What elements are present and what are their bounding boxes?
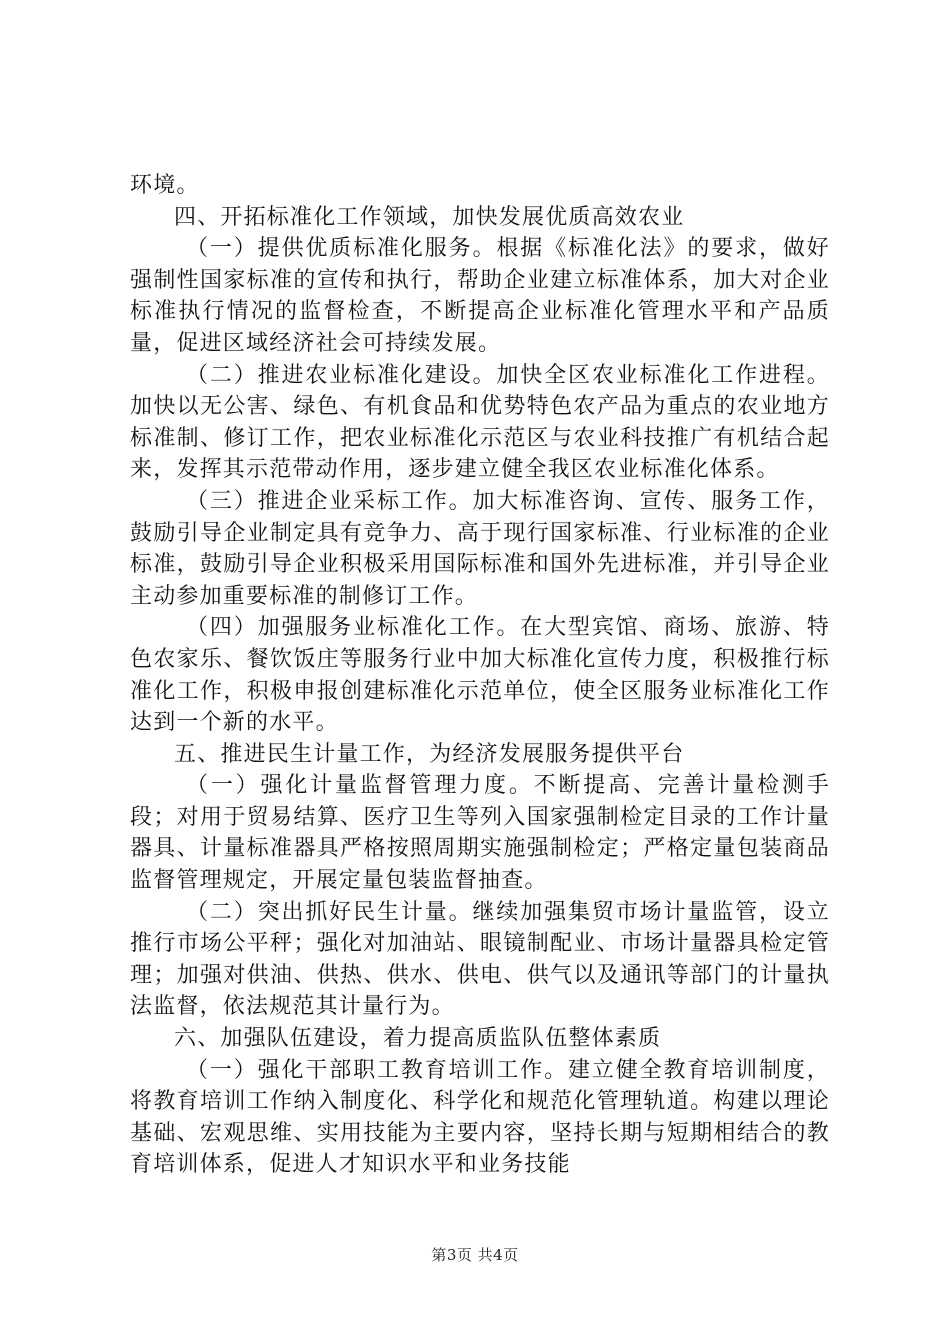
paragraph-continuation: 环境。 xyxy=(130,173,200,198)
section-heading-5: 五、推进民生计量工作，为经济发展服务提供平台 xyxy=(174,741,685,767)
paragraph-4-2: （二）推进农业标准化建设。加快全区农业标准化工作进程。加快以无公害、绿色、有机食品和优势特色农产品为重点的农业地方标准制、修订工作，把农业标准化示范区与农业科技推广有机结合起来，发挥其示范带动作用，逐步建立健全我区农业标准化体系。 xyxy=(130,362,830,483)
section-heading-4: 四、开拓标准化工作领域，加快发展优质高效农业 xyxy=(174,204,685,230)
paragraph-6-1: （一）强化干部职工教育培训工作。建立健全教育培训制度，将教育培训工作纳入制度化、科学化和规范化管理轨道。构建以理论基础、宏观思维、实用技能为主要内容，坚持长期与短期相结合的教育培训体系，促进人才知识水平和业务技能 xyxy=(130,1057,830,1178)
paragraph-5-2: （二）突出抓好民生计量。继续加强集贸市场计量监管，设立推行市场公平秤；强化对加油站、眼镜制配业、市场计量器具检定管理；加强对供油、供热、供水、供电、供气以及通讯等部门的计量执法监督，依法规范其计量行为。 xyxy=(130,899,830,1020)
page-number-footer: 第3页 共4页 xyxy=(431,1246,519,1264)
paragraph-4-1: （一）提供优质标准化服务。根据《标准化法》的要求，做好强制性国家标准的宣传和执行，帮助企业建立标准体系，加大对企业标准执行情况的监督检查，不断提高企业标准化管理水平和产品质量，促进区域经济社会可持续发展。 xyxy=(130,236,830,356)
section-heading-6: 六、加强队伍建设，着力提高质监队伍整体素质 xyxy=(174,1026,662,1052)
paragraph-4-3: （三）推进企业采标工作。加大标准咨询、宣传、服务工作，鼓励引导企业制定具有竞争力、高于现行国家标准、行业标准的企业标准，鼓励引导企业积极采用国际标准和国外先进标准，并引导企业主动参加重要标准的制修订工作。 xyxy=(130,488,830,609)
paragraph-5-1: （一）强化计量监督管理力度。不断提高、完善计量检测手段；对用于贸易结算、医疗卫生等列入国家强制检定目录的工作计量器具、计量标准器具严格按照周期实施强制检定；严格定量包装商品监督管理规定，开展定量包装监督抽查。 xyxy=(130,773,830,894)
document-body xyxy=(130,170,830,1181)
paragraph-4-4: （四）加强服务业标准化工作。在大型宾馆、商场、旅游、特色农家乐、餐饮饭庄等服务行业中加大标准化宣传力度，积极推行标准化工作，积极申报创建标准化示范单位，使全区服务业标准化工作达到一个新的水平。 xyxy=(130,615,830,736)
